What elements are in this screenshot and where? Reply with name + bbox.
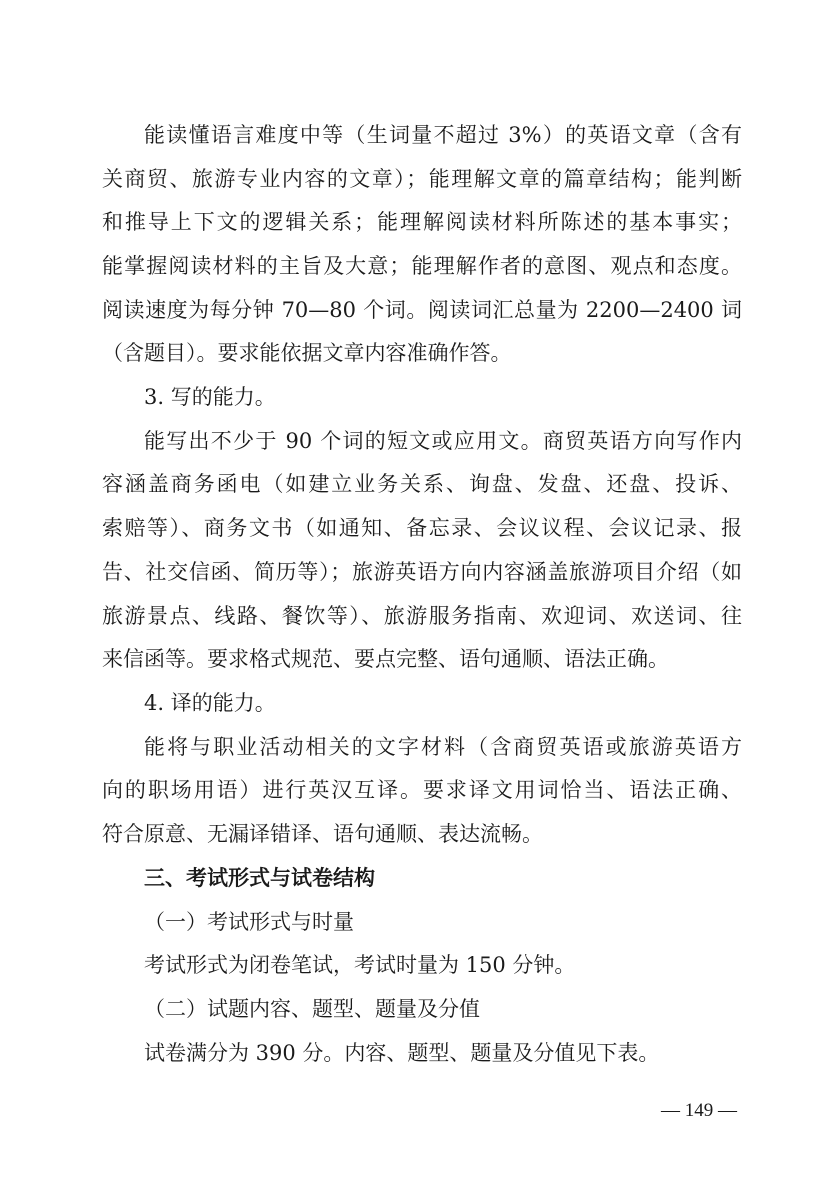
writing-paragraph-line: 索赔等）、商务文书（如通知、备忘录、会议议程、会议记录、报: [102, 516, 742, 540]
reading-paragraph-line: 能掌握阅读材料的主旨及大意；能理解作者的意图、观点和态度。: [102, 254, 742, 278]
exam-format-text: 考试形式为闭卷笔试，考试时量为 150 分钟。: [144, 953, 576, 977]
writing-paragraph-line: 能写出不少于 90 个词的短文或应用文。商贸英语方向写作内: [144, 429, 742, 453]
reading-paragraph-line: 能读懂语言难度中等（生词量不超过 3%）的英语文章（含有: [144, 123, 742, 147]
writing-paragraph-line: 容涵盖商务函电（如建立业务关系、询盘、发盘、还盘、投诉、: [102, 472, 742, 496]
translation-paragraph-line: 向的职场用语）进行英汉互译。要求译文用词恰当、语法正确、: [102, 778, 742, 802]
writing-paragraph-line: 告、社交信函、简历等）；旅游英语方向内容涵盖旅游项目介绍（如: [102, 560, 742, 584]
page-number: — 149 —: [661, 1100, 737, 1121]
translation-paragraph-line: 能将与职业活动相关的文字材料（含商贸英语或旅游英语方: [144, 735, 742, 759]
reading-paragraph-line: （含题目）。要求能依据文章内容准确作答。: [102, 341, 512, 365]
reading-paragraph-line: 和推导上下文的逻辑关系；能理解阅读材料所陈述的基本事实；: [102, 210, 742, 234]
translation-paragraph-line: 符合原意、无漏译错译、语句通顺、表达流畅。: [102, 822, 543, 846]
reading-paragraph-line: 关商贸、旅游专业内容的文章）；能理解文章的篇章结构；能判断: [102, 167, 742, 191]
exam-score-text: 试卷满分为 390 分。内容、题型、题量及分值见下表。: [144, 1041, 660, 1065]
section-heading: 三、考试形式与试卷结构: [144, 866, 375, 890]
reading-paragraph-line: 阅读速度为每分钟 70—80 个词。阅读词汇总量为 2200—2400 词: [102, 298, 742, 322]
writing-heading: 3. 写的能力。: [144, 385, 276, 409]
writing-paragraph-line: 来信函等。要求格式规范、要点完整、语句通顺、语法正确。: [102, 647, 669, 671]
writing-paragraph-line: 旅游景点、线路、餐饮等）、旅游服务指南、欢迎词、欢送词、往: [102, 604, 742, 628]
subsection-heading: （一）考试形式与时量: [144, 910, 354, 934]
subsection-heading: （二）试题内容、题型、题量及分值: [144, 997, 480, 1021]
translation-heading: 4. 译的能力。: [144, 691, 276, 715]
